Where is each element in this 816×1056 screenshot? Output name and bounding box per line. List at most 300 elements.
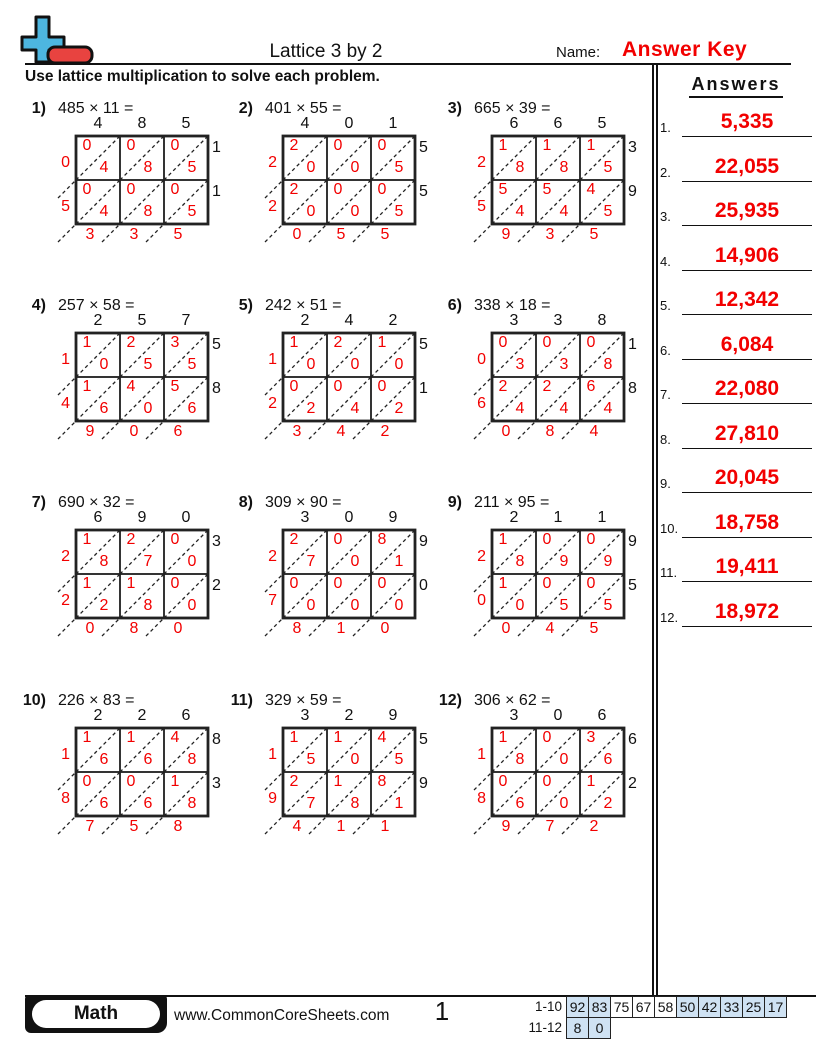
score-cell: 33 <box>720 996 743 1018</box>
multiplicand-digit: 1 <box>597 509 607 526</box>
problem-equation: 242 × 51 = <box>265 297 342 314</box>
sum-digit-bottom: 0 <box>129 423 139 440</box>
answer-value: 20,045 <box>714 466 780 489</box>
page-number: 1 <box>434 996 450 1026</box>
cell-tens-digit: 0 <box>170 531 180 548</box>
cell-units-digit: 1 <box>394 553 404 570</box>
cell-tens-digit: 0 <box>542 729 552 746</box>
cell-units-digit: 0 <box>350 159 360 176</box>
multiplier-digit: 1 <box>212 139 221 156</box>
cell-units-digit: 1 <box>394 795 404 812</box>
cell-tens-digit: 0 <box>333 378 343 395</box>
answer-number: 11. <box>660 565 678 580</box>
sum-digit-bottom: 3 <box>129 226 139 243</box>
multiplicand-digit: 4 <box>93 115 103 132</box>
multiplicand-digit: 4 <box>300 115 310 132</box>
answer-value: 18,758 <box>714 510 780 534</box>
sum-digit-left: 1 <box>477 746 486 763</box>
cell-units-digit: 0 <box>515 597 525 614</box>
multiplicand-digit: 2 <box>300 312 310 329</box>
cell-tens-digit: 0 <box>377 181 387 198</box>
answer-row <box>658 370 814 404</box>
answer-number: 6. <box>660 342 671 358</box>
cell-tens-digit: 1 <box>542 137 552 154</box>
cell-units-digit: 3 <box>515 356 525 373</box>
sum-digit-left: 1 <box>61 351 70 368</box>
multiplier-digit: 5 <box>419 336 428 353</box>
cell-units-digit: 4 <box>515 400 525 417</box>
cell-units-digit: 5 <box>603 203 613 220</box>
multiplier-digit: 8 <box>212 380 221 397</box>
answers-title-wrap <box>656 74 816 98</box>
sum-digit-left: 7 <box>268 592 277 609</box>
lattice-problem <box>230 690 445 840</box>
cell-units-digit: 5 <box>187 356 197 373</box>
sum-digit-bottom: 4 <box>545 620 555 637</box>
answer-number: 3. <box>660 209 671 224</box>
cell-units-digit: 5 <box>306 751 316 768</box>
cell-units-digit: 8 <box>515 159 525 176</box>
multiplier-digit: 9 <box>628 183 637 200</box>
multiplicand-digit: 3 <box>300 707 310 724</box>
cell-units-digit: 0 <box>350 553 360 570</box>
answer-number: 12. <box>660 609 679 625</box>
cell-units-digit: 5 <box>187 203 197 220</box>
cell-tens-digit: 0 <box>586 531 596 548</box>
cell-units-digit: 5 <box>559 597 569 614</box>
sum-digit-left: 0 <box>477 592 486 609</box>
cell-units-digit: 0 <box>394 356 404 373</box>
cell-tens-digit: 0 <box>289 575 299 592</box>
multiplicand-digit: 6 <box>93 509 103 526</box>
cell-tens-digit: 8 <box>377 773 387 790</box>
sum-digit-bottom: 2 <box>380 423 390 440</box>
cell-units-digit: 8 <box>99 553 109 570</box>
cell-units-digit: 6 <box>603 751 613 768</box>
problem-number: 11) <box>230 692 253 709</box>
cell-tens-digit: 0 <box>333 575 343 592</box>
cell-tens-digit: 2 <box>289 181 299 198</box>
cell-tens-digit: 1 <box>170 773 180 790</box>
cell-units-digit: 8 <box>143 159 153 176</box>
score-row-label: 11-12 <box>528 1020 562 1035</box>
score-cell: 50 <box>676 996 699 1018</box>
answer-value: 27,810 <box>714 421 780 445</box>
cell-tens-digit: 5 <box>498 181 508 198</box>
cell-units-digit: 0 <box>559 795 569 812</box>
cell-tens-digit: 2 <box>126 531 136 548</box>
cell-tens-digit: 4 <box>377 729 387 746</box>
name-label: Name: <box>556 44 601 61</box>
sum-digit-left: 2 <box>268 395 277 412</box>
multiplier-digit: 0 <box>419 577 428 594</box>
answer-row <box>658 237 814 271</box>
problem-number: 12) <box>438 692 462 709</box>
sum-digit-bottom: 5 <box>336 226 346 243</box>
cell-tens-digit: 4 <box>170 729 180 746</box>
problem-equation: 211 × 95 = <box>474 494 550 511</box>
multiplier-digit: 8 <box>628 380 637 397</box>
cell-units-digit: 4 <box>603 400 613 417</box>
cell-tens-digit: 0 <box>333 181 343 198</box>
multiplicand-digit: 0 <box>344 115 354 132</box>
multiplicand-digit: 2 <box>344 707 354 724</box>
lattice-problem <box>235 295 445 445</box>
problem-number: 2) <box>238 100 253 117</box>
sum-digit-bottom: 5 <box>589 620 599 637</box>
multiplier-digit: 5 <box>419 183 428 200</box>
sum-digit-left: 8 <box>477 790 486 807</box>
sum-digit-bottom: 3 <box>545 226 555 243</box>
multiplicand-digit: 0 <box>181 509 191 526</box>
multiplicand-digit: 3 <box>300 509 310 526</box>
answer-row <box>658 593 814 627</box>
cell-units-digit: 2 <box>99 597 109 614</box>
sum-digit-bottom: 1 <box>336 620 346 637</box>
cell-units-digit: 8 <box>187 751 197 768</box>
multiplier-digit: 5 <box>419 139 428 156</box>
problem-number: 3) <box>447 100 462 117</box>
sum-digit-bottom: 5 <box>589 226 599 243</box>
answer-underline <box>682 314 812 315</box>
cell-tens-digit: 2 <box>333 334 343 351</box>
score-row-label: 1-10 <box>534 999 562 1014</box>
sum-digit-left: 2 <box>61 592 70 609</box>
multiplicand-digit: 3 <box>509 312 519 329</box>
answer-row <box>658 103 814 137</box>
sum-digit-bottom: 1 <box>380 818 390 835</box>
score-cell: 17 <box>764 996 787 1018</box>
sum-digit-bottom: 8 <box>545 423 555 440</box>
lattice-problem <box>28 492 238 642</box>
sum-digit-bottom: 0 <box>380 620 390 637</box>
answer-underline <box>682 581 812 582</box>
cell-units-digit: 5 <box>603 597 613 614</box>
cell-tens-digit: 0 <box>498 334 508 351</box>
sum-digit-bottom: 5 <box>380 226 390 243</box>
sum-digit-bottom: 2 <box>589 818 599 835</box>
problem-number: 7) <box>31 494 46 511</box>
sum-digit-bottom: 0 <box>292 226 302 243</box>
sum-digit-left: 2 <box>268 548 277 565</box>
multiplicand-digit: 8 <box>597 312 607 329</box>
answer-underline <box>682 537 812 538</box>
cell-units-digit: 8 <box>603 356 613 373</box>
score-cell: 83 <box>588 996 611 1018</box>
sum-digit-left: 2 <box>268 198 277 215</box>
cell-tens-digit: 1 <box>126 729 136 746</box>
cell-tens-digit: 0 <box>542 334 552 351</box>
cell-units-digit: 6 <box>99 751 109 768</box>
sum-digit-left: 4 <box>61 395 70 412</box>
sum-digit-bottom: 9 <box>501 226 511 243</box>
cell-tens-digit: 0 <box>586 575 596 592</box>
cell-units-digit: 0 <box>306 159 316 176</box>
score-cell: 58 <box>654 996 677 1018</box>
cell-units-digit: 2 <box>603 795 613 812</box>
website-url: www.CommonCoreSheets.com <box>174 1007 390 1024</box>
problem-number: 6) <box>447 297 462 314</box>
sum-digit-bottom: 1 <box>336 818 346 835</box>
cell-tens-digit: 0 <box>289 378 299 395</box>
multiplier-digit: 2 <box>212 577 221 594</box>
problem-number: 4) <box>31 297 46 314</box>
multiplier-digit: 6 <box>628 731 637 748</box>
multiplicand-digit: 6 <box>509 115 519 132</box>
cell-tens-digit: 1 <box>126 575 136 592</box>
multiplicand-digit: 9 <box>388 707 398 724</box>
multiplier-digit: 3 <box>212 533 221 550</box>
multiplicand-digit: 1 <box>553 509 563 526</box>
cell-tens-digit: 1 <box>333 773 343 790</box>
cell-units-digit: 8 <box>515 751 525 768</box>
problem-equation: 665 × 39 = <box>474 100 551 117</box>
multiplicand-digit: 8 <box>137 115 147 132</box>
lattice-problem <box>438 690 654 840</box>
problem-number: 10) <box>22 692 46 709</box>
cell-units-digit: 6 <box>99 400 109 417</box>
answer-number: 7. <box>660 387 671 402</box>
cell-tens-digit: 1 <box>82 334 92 351</box>
cell-units-digit: 4 <box>350 400 360 417</box>
cell-units-digit: 7 <box>306 553 316 570</box>
sum-digit-bottom: 7 <box>85 818 95 835</box>
cell-units-digit: 7 <box>143 553 153 570</box>
sum-digit-bottom: 5 <box>173 226 183 243</box>
multiplier-digit: 2 <box>628 775 637 792</box>
sum-digit-bottom: 8 <box>173 818 183 835</box>
answer-row <box>658 504 814 538</box>
cell-units-digit: 0 <box>394 597 404 614</box>
cell-tens-digit: 2 <box>289 773 299 790</box>
sum-digit-bottom: 0 <box>501 423 511 440</box>
cell-units-digit: 8 <box>143 597 153 614</box>
lattice-problem <box>444 98 654 248</box>
score-cell: 0 <box>588 1017 611 1039</box>
score-table <box>500 996 810 1039</box>
score-cell: 42 <box>698 996 721 1018</box>
cell-units-digit: 9 <box>603 553 613 570</box>
cell-tens-digit: 5 <box>170 378 180 395</box>
cell-tens-digit: 1 <box>377 334 387 351</box>
cell-tens-digit: 1 <box>498 575 508 592</box>
sum-digit-bottom: 7 <box>545 818 555 835</box>
multiplier-digit: 5 <box>419 731 428 748</box>
problem-number: 8) <box>238 494 253 511</box>
cell-tens-digit: 1 <box>289 334 299 351</box>
problem-equation: 306 × 62 = <box>474 692 551 709</box>
cell-units-digit: 8 <box>559 159 569 176</box>
score-cell: 75 <box>610 996 633 1018</box>
problem-equation: 690 × 32 = <box>58 494 135 511</box>
multiplicand-digit: 2 <box>93 707 103 724</box>
sum-digit-left: 2 <box>477 154 486 171</box>
cell-units-digit: 2 <box>306 400 316 417</box>
cell-units-digit: 4 <box>559 203 569 220</box>
cell-units-digit: 5 <box>187 159 197 176</box>
multiplicand-digit: 2 <box>93 312 103 329</box>
cell-tens-digit: 0 <box>126 773 136 790</box>
cell-tens-digit: 0 <box>542 575 552 592</box>
cell-units-digit: 0 <box>306 597 316 614</box>
answer-row <box>658 281 814 315</box>
cell-units-digit: 7 <box>306 795 316 812</box>
multiplier-digit: 5 <box>628 577 637 594</box>
cell-tens-digit: 4 <box>586 181 596 198</box>
answer-value: 5,335 <box>720 110 774 133</box>
answer-row <box>658 415 814 449</box>
problem-number: 9) <box>447 494 462 511</box>
multiplicand-digit: 9 <box>137 509 147 526</box>
sum-digit-bottom: 8 <box>292 620 302 637</box>
cell-units-digit: 6 <box>99 795 109 812</box>
sum-digit-left: 2 <box>61 548 70 565</box>
answer-row <box>658 326 814 360</box>
multiplicand-digit: 7 <box>181 312 191 329</box>
problem-equation: 329 × 59 = <box>265 692 342 709</box>
multiplicand-digit: 9 <box>388 509 398 526</box>
problem-equation: 485 × 11 = <box>58 100 134 117</box>
answer-number: 1. <box>660 120 671 135</box>
answers-panel <box>656 64 816 994</box>
answer-row <box>658 548 814 582</box>
answers-title: Answers <box>689 74 782 98</box>
problem-equation: 401 × 55 = <box>265 100 342 117</box>
answer-number: 2. <box>660 164 671 180</box>
cell-units-digit: 5 <box>394 203 404 220</box>
cell-tens-digit: 1 <box>586 137 596 154</box>
cell-units-digit: 0 <box>99 356 109 373</box>
answer-number: 4. <box>660 253 671 269</box>
answer-key-text: Answer Key <box>622 38 748 61</box>
cell-tens-digit: 2 <box>289 137 299 154</box>
cell-units-digit: 5 <box>143 356 153 373</box>
score-row <box>500 996 810 1018</box>
cell-tens-digit: 0 <box>333 531 343 548</box>
subject-label: Math <box>32 1000 160 1028</box>
cell-units-digit: 0 <box>350 751 360 768</box>
cell-tens-digit: 0 <box>170 137 180 154</box>
cell-units-digit: 6 <box>143 751 153 768</box>
answer-underline <box>682 136 812 137</box>
score-cell: 67 <box>632 996 655 1018</box>
multiplier-digit: 9 <box>419 533 428 550</box>
lattice-problem <box>28 295 238 445</box>
cell-units-digit: 4 <box>559 400 569 417</box>
sum-digit-left: 5 <box>477 198 486 215</box>
multiplicand-digit: 2 <box>137 707 147 724</box>
multiplicand-digit: 4 <box>344 312 354 329</box>
cell-tens-digit: 3 <box>586 729 596 746</box>
cell-tens-digit: 1 <box>586 773 596 790</box>
cell-units-digit: 9 <box>559 553 569 570</box>
answer-underline <box>682 448 812 449</box>
lattice-problem <box>28 98 238 248</box>
multiplier-digit: 8 <box>212 731 221 748</box>
cell-tens-digit: 0 <box>377 378 387 395</box>
cell-tens-digit: 0 <box>82 181 92 198</box>
cell-tens-digit: 0 <box>82 773 92 790</box>
sum-digit-bottom: 3 <box>85 226 95 243</box>
subject-badge <box>25 995 167 1033</box>
page-title: Lattice 3 by 2 <box>269 41 383 62</box>
multiplicand-digit: 0 <box>344 509 354 526</box>
cell-tens-digit: 8 <box>377 531 387 548</box>
cell-tens-digit: 0 <box>170 575 180 592</box>
multiplier-digit: 1 <box>212 183 221 200</box>
cell-units-digit: 5 <box>394 751 404 768</box>
cell-tens-digit: 0 <box>126 181 136 198</box>
multiplicand-digit: 3 <box>509 707 519 724</box>
answer-value: 22,080 <box>714 377 780 400</box>
multiplier-digit: 3 <box>628 139 637 156</box>
answer-value: 25,935 <box>714 199 780 222</box>
score-cell: 92 <box>566 996 589 1018</box>
multiplicand-digit: 5 <box>181 115 191 132</box>
answer-value: 12,342 <box>714 288 780 311</box>
cell-tens-digit: 1 <box>82 378 92 395</box>
answer-underline <box>682 403 812 404</box>
answer-row <box>658 192 814 226</box>
sum-digit-left: 6 <box>477 395 486 412</box>
cell-tens-digit: 1 <box>498 729 508 746</box>
sum-digit-bottom: 9 <box>85 423 95 440</box>
sum-digit-bottom: 4 <box>336 423 346 440</box>
cell-tens-digit: 0 <box>542 773 552 790</box>
problem-equation: 226 × 83 = <box>58 692 135 709</box>
cell-tens-digit: 2 <box>542 378 552 395</box>
answer-value: 19,411 <box>715 555 779 578</box>
cell-units-digit: 0 <box>350 203 360 220</box>
answer-value: 18,972 <box>714 599 780 623</box>
problem-number: 1) <box>31 100 46 117</box>
answer-number: 9. <box>660 476 671 491</box>
cell-tens-digit: 2 <box>498 378 508 395</box>
answer-number: 8. <box>660 431 671 447</box>
multiplier-digit: 9 <box>419 775 428 792</box>
answer-number: 10. <box>660 520 679 536</box>
cell-units-digit: 6 <box>143 795 153 812</box>
cell-units-digit: 0 <box>306 203 316 220</box>
sum-digit-bottom: 5 <box>129 818 139 835</box>
cell-tens-digit: 0 <box>377 575 387 592</box>
sum-digit-left: 5 <box>61 198 70 215</box>
cell-units-digit: 0 <box>350 597 360 614</box>
answer-underline <box>682 270 812 271</box>
multiplicand-digit: 2 <box>509 509 519 526</box>
cell-units-digit: 0 <box>306 356 316 373</box>
sum-digit-bottom: 0 <box>85 620 95 637</box>
cell-units-digit: 4 <box>99 203 109 220</box>
cell-units-digit: 8 <box>515 553 525 570</box>
cell-tens-digit: 0 <box>377 137 387 154</box>
cell-tens-digit: 1 <box>498 137 508 154</box>
multiplier-digit: 9 <box>628 533 637 550</box>
multiplicand-digit: 6 <box>597 707 607 724</box>
answer-underline <box>682 492 812 493</box>
answer-underline <box>682 181 812 182</box>
multiplicand-digit: 3 <box>553 312 563 329</box>
cell-units-digit: 0 <box>187 597 197 614</box>
cell-tens-digit: 0 <box>82 137 92 154</box>
multiplier-digit: 3 <box>212 775 221 792</box>
cell-tens-digit: 0 <box>333 137 343 154</box>
multiplicand-digit: 0 <box>553 707 563 724</box>
cell-tens-digit: 6 <box>586 378 596 395</box>
cell-tens-digit: 0 <box>498 773 508 790</box>
cell-tens-digit: 3 <box>170 334 180 351</box>
answer-number: 5. <box>660 298 671 313</box>
